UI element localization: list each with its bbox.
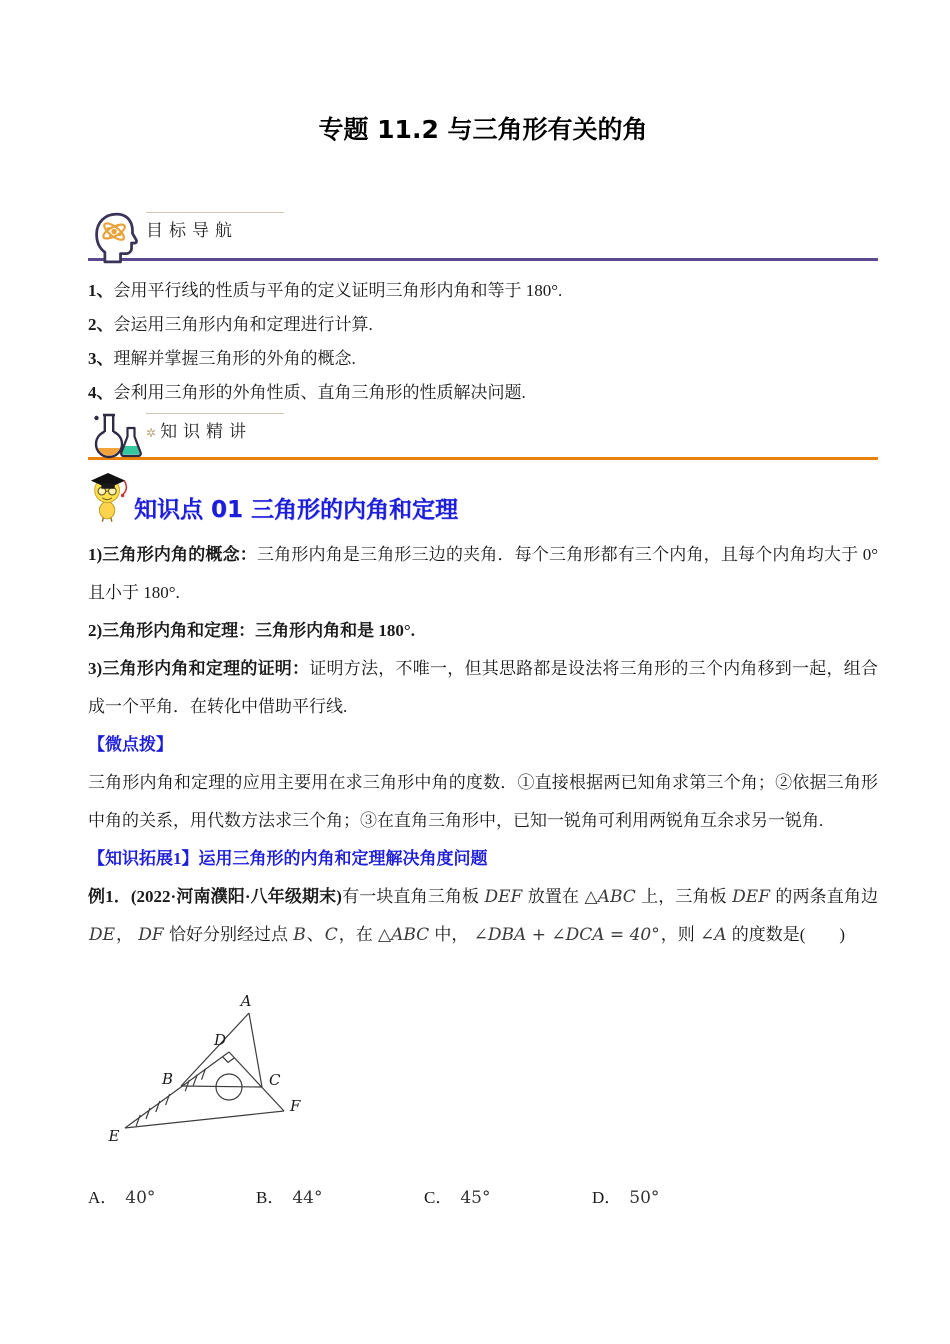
- goal-list: [88, 274, 878, 410]
- math-expression: DF: [138, 925, 164, 945]
- text-run: 、: [306, 925, 324, 944]
- purple-divider: [88, 258, 878, 261]
- option-value: 40°: [125, 1188, 156, 1208]
- answer-option: [592, 1183, 760, 1208]
- figure-line-EF: [125, 1111, 284, 1128]
- example-1-figure: [94, 984, 878, 1159]
- vertex-label-E: E: [108, 1127, 120, 1145]
- expansion-heading: 【知识拓展1】运用三角形的内角和定理解决角度问题: [88, 849, 488, 868]
- text-run: 的两条直角边: [771, 887, 879, 906]
- options-row: [88, 1183, 878, 1208]
- right-angle-mark: [223, 1057, 235, 1063]
- goal-item: [88, 376, 878, 410]
- text-run: 的度数是( ): [727, 925, 846, 944]
- goal-nav-label-wrap: [146, 212, 284, 241]
- paragraph-lead: 2)三角形内角和定理：三角形内角和是 180°.: [88, 621, 415, 640]
- text-run: ，: [116, 925, 138, 944]
- math-expression: DE: [89, 925, 116, 945]
- figure-line-AB: [181, 1013, 249, 1086]
- graduate-smiley-icon: [88, 465, 130, 528]
- label-overline: [146, 413, 284, 414]
- answer-option: [424, 1183, 592, 1208]
- paragraph-lead: 3)三角形内角和定理的证明：: [88, 659, 310, 678]
- goal-nav-label: 目标导航: [146, 221, 238, 240]
- knowledge-lecture-banner: [88, 413, 878, 457]
- knowledge-point-title: 知识点 01 三角形的内角和定理: [134, 497, 459, 523]
- paragraph-text: 证明方法，不唯一，但其思路都是设法将三角形的三个内角移到一起，组合成一个平角．在转化中借助平行线.: [88, 659, 878, 716]
- answer-option: [256, 1183, 424, 1208]
- text-run: 上，三角板: [636, 887, 732, 906]
- example-source-tag: 例1．(2022·河南濮阳·八年级期末): [88, 887, 342, 906]
- math-expression: B: [293, 925, 306, 945]
- goal-item: [88, 308, 878, 342]
- text-run: 有一块直角三角板: [341, 887, 484, 906]
- figure-line-ED: [125, 1052, 229, 1128]
- math-expression: ∠DBA + ∠DCA = 40°: [473, 925, 660, 945]
- knowledge-point-heading: [88, 472, 878, 528]
- head-brain-icon: [92, 210, 138, 271]
- flasks-icon: [92, 411, 144, 466]
- goal-item-number: 1、: [88, 281, 114, 300]
- knowledge-point-body: [88, 536, 878, 954]
- math-expression: C: [324, 925, 338, 945]
- math-expression: △ABC: [378, 925, 430, 945]
- goal-item-text: 会利用三角形的外角性质、直角三角形的性质解决问题.: [113, 383, 526, 402]
- orange-divider: [88, 457, 878, 460]
- sparkle-icon: ✲: [146, 426, 157, 440]
- goal-item-text: 会运用三角形内角和定理进行计算.: [113, 315, 373, 334]
- example-1-text: [88, 878, 878, 954]
- paragraph-text: 三角形内角是三角形三边的夹角．每个三角形都有三个内角，且每个内角均大于 0°且小于 180°.: [88, 545, 878, 602]
- option-letter: D．: [592, 1188, 622, 1207]
- ruler-tick: [166, 1094, 170, 1105]
- goal-item-number: 4、: [88, 383, 114, 402]
- goal-nav-banner: [88, 212, 878, 258]
- answer-option: [88, 1183, 256, 1208]
- option-value: 50°: [629, 1188, 660, 1208]
- option-value: 45°: [460, 1188, 491, 1208]
- tip-label: 【微点拨】: [88, 735, 173, 754]
- option-letter: A．: [88, 1188, 118, 1207]
- label-overline: [146, 212, 284, 213]
- paragraph-concept: [88, 536, 878, 612]
- vertex-label-D: D: [213, 1031, 227, 1049]
- tip-text: 三角形内角和定理的应用主要用在求三角形中角的度数．①直接根据两已知角求第三个角；②依据三角形中角的关系，用代数方法求三个角；③在直角三角形中，已知一锐角可利用两锐角互余求另一锐角.: [88, 773, 878, 830]
- paragraph-lead: 1)三角形内角的概念：: [88, 545, 257, 564]
- paragraph-theorem: [88, 612, 878, 650]
- vertex-label-F: F: [290, 1097, 301, 1115]
- option-letter: C．: [424, 1188, 453, 1207]
- math-expression: △ABC: [584, 887, 636, 907]
- text-run: 放置在: [523, 887, 584, 906]
- figure-line-BC: [181, 1086, 262, 1087]
- ruler-tick: [136, 1115, 140, 1126]
- text-run: 中，: [430, 925, 473, 944]
- text-run: ，则: [660, 925, 699, 944]
- goal-item-number: 2、: [88, 315, 114, 334]
- goal-item-text: 会用平行线的性质与平角的定义证明三角形内角和等于 180°.: [113, 281, 563, 300]
- option-value: 44°: [292, 1188, 323, 1208]
- vertex-label-C: C: [269, 1071, 281, 1089]
- goal-item-number: 3、: [88, 349, 114, 368]
- goal-item: [88, 342, 878, 376]
- math-expression: DEF: [732, 887, 770, 907]
- goal-item-text: 理解并掌握三角形的外角的概念.: [113, 349, 356, 368]
- goal-item: [88, 274, 878, 308]
- lecture-label: 知识精讲: [160, 422, 253, 441]
- text-run: 恰好分别经过点: [164, 925, 293, 944]
- paragraph-proof: [88, 650, 878, 726]
- page-title: 专题 11.2 与三角形有关的角: [318, 115, 648, 144]
- vertex-label-B: B: [161, 1070, 173, 1088]
- text-run: ，在: [338, 925, 377, 944]
- ruler-tick: [146, 1108, 150, 1119]
- vertex-label-A: A: [240, 992, 252, 1010]
- lecture-label-wrap: [146, 413, 284, 442]
- page-content: [88, 0, 878, 1208]
- math-expression: ∠A: [699, 925, 727, 945]
- option-letter: B．: [256, 1188, 285, 1207]
- math-expression: DEF: [484, 887, 523, 907]
- ruler-tick: [156, 1101, 160, 1112]
